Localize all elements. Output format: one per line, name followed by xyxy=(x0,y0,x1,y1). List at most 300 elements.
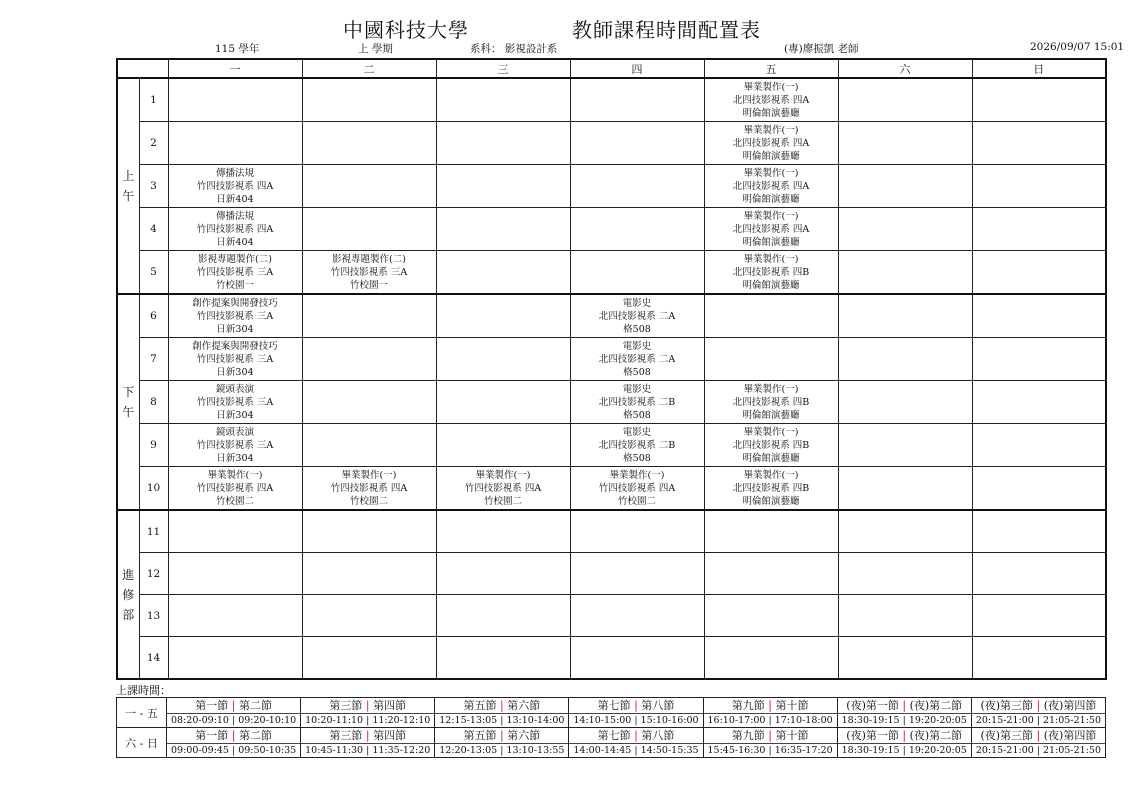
empty-cell xyxy=(570,78,704,122)
empty-cell xyxy=(972,381,1106,424)
period-b: (夜)第二節 xyxy=(909,729,963,742)
empty-cell xyxy=(302,381,436,424)
course-name: 畢業製作(一) xyxy=(743,253,799,265)
period-b: 第二節 xyxy=(238,699,272,712)
class-time-cell xyxy=(167,698,301,728)
day-header: 三 xyxy=(436,59,570,78)
course-class: 北四技影視系 四A xyxy=(732,223,810,235)
empty-cell xyxy=(570,208,704,251)
course-room: 日新304 xyxy=(216,409,254,421)
course-cell xyxy=(704,251,838,295)
course-room: 竹校園一 xyxy=(215,279,254,291)
period-a: (夜)第三節 xyxy=(980,699,1034,712)
empty-cell xyxy=(570,251,704,295)
day-header: 五 xyxy=(704,59,838,78)
period-times: 15:45-16:30 | 16:35-17:20 xyxy=(707,745,833,756)
course-name: 鏡頭表演 xyxy=(215,426,254,438)
period-times: 14:00-14:45 | 14:50-15:35 xyxy=(573,745,699,756)
period-times: 10:20-11:10 | 11:20-12:10 xyxy=(305,715,431,726)
course-class: 竹四技影視系 四A xyxy=(196,180,274,192)
empty-cell xyxy=(838,165,972,208)
empty-cell xyxy=(168,510,302,553)
separator-bar: | xyxy=(496,729,508,742)
course-cell xyxy=(570,467,704,511)
empty-cell xyxy=(972,595,1106,637)
period-row xyxy=(117,595,1106,637)
period-a: (夜)第一節 xyxy=(846,699,899,712)
separator-bar: | xyxy=(764,729,776,742)
empty-cell xyxy=(302,122,436,165)
course-cell xyxy=(704,122,838,165)
course-cell xyxy=(168,208,302,251)
period-number: 1 xyxy=(139,78,168,122)
course-name: 畢業製作(一) xyxy=(207,469,263,481)
course-room: 明倫館演藝廳 xyxy=(742,107,800,119)
period-times: 18:30-19:15 | 19:20-20:05 xyxy=(841,715,967,726)
empty-cell xyxy=(972,424,1106,467)
course-cell xyxy=(168,165,302,208)
course-room: 明倫館演藝廳 xyxy=(742,452,800,464)
period-b: 第四節 xyxy=(373,699,407,712)
period-number: 3 xyxy=(139,165,168,208)
empty-cell xyxy=(838,424,972,467)
empty-cell xyxy=(838,467,972,511)
period-pair xyxy=(838,698,971,714)
period-pair xyxy=(435,728,568,744)
empty-cell xyxy=(704,294,838,338)
course-class: 北四技影視系 二B xyxy=(598,439,676,451)
period-times: 12:20-13:05 | 13:10-13:55 xyxy=(439,745,565,756)
separator-bar: | xyxy=(898,729,910,742)
course-class: 竹四技影視系 三A xyxy=(196,266,274,278)
course-room: 明倫館演藝廳 xyxy=(742,279,800,291)
segment-char: 下 xyxy=(122,385,135,399)
course-class: 北四技影視系 四A xyxy=(732,137,810,149)
period-row xyxy=(117,122,1106,165)
period-b: (夜)第四節 xyxy=(1043,699,1097,712)
empty-cell xyxy=(302,78,436,122)
course-cell xyxy=(168,381,302,424)
period-pair xyxy=(301,728,434,744)
period-number: 10 xyxy=(139,467,168,511)
separator-bar: | xyxy=(764,699,776,712)
period-row xyxy=(117,381,1106,424)
empty-cell xyxy=(838,78,972,122)
course-class: 竹四技影視系 四A xyxy=(196,482,274,494)
period-times: 10:45-11:30 | 11:35-12:20 xyxy=(305,745,431,756)
empty-cell xyxy=(302,208,436,251)
empty-cell xyxy=(838,595,972,637)
empty-cell xyxy=(436,338,570,381)
class-time-cell xyxy=(703,728,837,758)
period-number: 2 xyxy=(139,122,168,165)
period-times: 20:15-21:00 | 21:05-21:50 xyxy=(975,745,1101,756)
segment-char: 午 xyxy=(122,405,135,419)
course-class: 北四技影視系 四B xyxy=(732,439,810,451)
period-number: 6 xyxy=(139,294,168,338)
course-room: 明倫館演藝廳 xyxy=(742,495,800,507)
segment-char: 進 xyxy=(122,567,135,582)
course-cell xyxy=(704,78,838,122)
semester: 上 學期 xyxy=(358,43,393,55)
class-times-table xyxy=(116,697,1106,758)
course-cell xyxy=(704,467,838,511)
period-number: 9 xyxy=(139,424,168,467)
empty-cell xyxy=(436,381,570,424)
empty-cell xyxy=(570,553,704,595)
class-time-cell xyxy=(703,698,837,728)
segment-label-morning xyxy=(117,78,139,294)
document-title xyxy=(0,14,1131,44)
empty-cell xyxy=(972,122,1106,165)
period-times: 20:15-21:00 | 21:05-21:50 xyxy=(975,715,1101,726)
empty-cell xyxy=(168,595,302,637)
period-a: 第九節 xyxy=(731,699,765,712)
course-name: 創作提案與開發技巧 xyxy=(192,340,278,352)
course-cell xyxy=(436,467,570,511)
empty-cell xyxy=(838,294,972,338)
empty-cell xyxy=(972,637,1106,680)
course-class: 竹四技影視系 四A xyxy=(196,223,274,235)
weekday-range: 六 - 日 xyxy=(117,728,167,758)
segment-label-night xyxy=(117,510,139,679)
print-timestamp: 2026/09/07 15:01 xyxy=(1030,41,1125,53)
school-name: 中國科技大學 xyxy=(343,18,469,42)
course-class: 竹四技影視系 三A xyxy=(196,353,274,365)
empty-cell xyxy=(302,553,436,595)
empty-cell xyxy=(972,467,1106,511)
course-room: 日新304 xyxy=(216,366,254,378)
course-name: 傳播法規 xyxy=(215,210,254,222)
period-row xyxy=(117,251,1106,295)
period-a: 第三節 xyxy=(329,729,363,742)
separator-bar: | xyxy=(1033,729,1044,742)
course-class: 竹四技影視系 三A xyxy=(330,266,408,278)
separator-bar: | xyxy=(228,699,239,712)
course-cell xyxy=(168,251,302,295)
empty-cell xyxy=(436,510,570,553)
period-pair xyxy=(972,698,1105,714)
segment-label-afternoon xyxy=(117,294,139,510)
empty-cell xyxy=(570,165,704,208)
class-time-cell xyxy=(569,698,703,728)
empty-cell xyxy=(972,251,1106,295)
course-cell xyxy=(704,208,838,251)
empty-cell xyxy=(436,637,570,680)
period-a: 第七節 xyxy=(597,699,631,712)
course-cell xyxy=(570,294,704,338)
course-class: 北四技影視系 四A xyxy=(732,180,810,192)
period-pair xyxy=(167,698,300,714)
empty-cell xyxy=(570,637,704,680)
empty-cell xyxy=(436,251,570,295)
course-room: 日新404 xyxy=(216,193,254,205)
course-room: 格508 xyxy=(623,323,651,335)
class-times-label: 上課時間： xyxy=(116,684,171,697)
course-room: 竹校園二 xyxy=(617,495,656,507)
empty-cell xyxy=(436,595,570,637)
period-b: 第十節 xyxy=(775,699,809,712)
empty-cell xyxy=(168,78,302,122)
period-number: 5 xyxy=(139,251,168,295)
empty-cell xyxy=(972,510,1106,553)
course-cell xyxy=(570,424,704,467)
course-cell xyxy=(168,294,302,338)
course-name: 傳播法規 xyxy=(215,167,254,179)
period-a: 第七節 xyxy=(597,729,631,742)
separator-bar: | xyxy=(228,729,239,742)
empty-cell xyxy=(302,595,436,637)
empty-cell xyxy=(436,78,570,122)
period-number: 12 xyxy=(139,553,168,595)
empty-cell xyxy=(838,338,972,381)
empty-cell xyxy=(972,78,1106,122)
period-times: 08:20-09:10 | 09:20-10:10 xyxy=(171,715,297,726)
period-pair xyxy=(435,698,568,714)
period-pair xyxy=(704,728,837,744)
course-class: 北四技影視系 四A xyxy=(732,94,810,106)
empty-cell xyxy=(436,294,570,338)
empty-cell xyxy=(838,381,972,424)
course-cell xyxy=(302,251,436,295)
corner-cell xyxy=(117,59,168,78)
department: 系科： 影視設計系 xyxy=(470,43,558,55)
course-room: 明倫館演藝廳 xyxy=(742,236,800,248)
course-cell xyxy=(704,424,838,467)
course-class: 竹四技影視系 三A xyxy=(196,396,274,408)
empty-cell xyxy=(436,208,570,251)
empty-cell xyxy=(570,595,704,637)
empty-cell xyxy=(302,165,436,208)
period-pair xyxy=(704,698,837,714)
course-name: 畢業製作(一) xyxy=(743,383,799,395)
course-class: 竹四技影視系 四A xyxy=(598,482,676,494)
separator-bar: | xyxy=(630,699,642,712)
empty-cell xyxy=(972,208,1106,251)
period-row xyxy=(117,78,1106,122)
empty-cell xyxy=(436,553,570,595)
empty-cell xyxy=(436,165,570,208)
period-a: 第五節 xyxy=(463,729,497,742)
empty-cell xyxy=(570,122,704,165)
period-b: 第六節 xyxy=(507,729,541,742)
course-name: 畢業製作(一) xyxy=(609,469,665,481)
course-name: 畢業製作(一) xyxy=(743,124,799,136)
course-name: 畢業製作(一) xyxy=(475,469,531,481)
period-row xyxy=(117,424,1106,467)
empty-cell xyxy=(838,251,972,295)
period-pair xyxy=(569,728,702,744)
period-pair xyxy=(838,728,971,744)
period-row xyxy=(117,637,1106,680)
course-class: 竹四技影視系 四A xyxy=(330,482,408,494)
period-times: 14:10-15:00 | 15:10-16:00 xyxy=(573,715,699,726)
empty-cell xyxy=(436,122,570,165)
class-time-row xyxy=(117,728,1106,758)
period-b: (夜)第四節 xyxy=(1043,729,1097,742)
course-cell xyxy=(168,338,302,381)
class-time-cell xyxy=(167,728,301,758)
empty-cell xyxy=(704,637,838,680)
period-b: 第六節 xyxy=(507,699,541,712)
course-name: 電影史 xyxy=(622,426,652,438)
class-time-cell xyxy=(837,698,971,728)
course-class: 北四技影視系 四B xyxy=(732,482,810,494)
period-times: 12:15-13:05 | 13:10-14:00 xyxy=(439,715,565,726)
course-cell xyxy=(704,165,838,208)
course-room: 日新304 xyxy=(216,323,254,335)
course-room: 竹校園二 xyxy=(483,495,522,507)
segment-char: 部 xyxy=(122,607,135,622)
day-header: 一 xyxy=(168,59,302,78)
course-class: 竹四技影視系 四A xyxy=(464,482,542,494)
period-a: 第五節 xyxy=(463,699,497,712)
period-b: 第四節 xyxy=(373,729,407,742)
course-name: 影視專題製作(二) xyxy=(198,253,272,265)
day-header: 六 xyxy=(838,59,972,78)
separator-bar: | xyxy=(898,699,910,712)
period-number: 4 xyxy=(139,208,168,251)
course-name: 鏡頭表演 xyxy=(215,383,254,395)
period-row xyxy=(117,338,1106,381)
course-name: 影視專題製作(二) xyxy=(332,253,406,265)
class-time-row xyxy=(117,698,1106,728)
course-name: 畢業製作(一) xyxy=(743,167,799,179)
period-number: 13 xyxy=(139,595,168,637)
period-b: (夜)第二節 xyxy=(909,699,963,712)
day-header: 日 xyxy=(972,59,1106,78)
course-name: 畢業製作(一) xyxy=(743,469,799,481)
course-room: 格508 xyxy=(623,409,651,421)
period-row xyxy=(117,294,1106,338)
class-time-cell xyxy=(569,728,703,758)
period-row xyxy=(117,553,1106,595)
course-name: 畢業製作(一) xyxy=(743,81,799,93)
class-time-cell xyxy=(971,728,1105,758)
course-room: 明倫館演藝廳 xyxy=(742,150,800,162)
course-name: 創作提案與開發技巧 xyxy=(192,297,278,309)
course-room: 竹校園一 xyxy=(349,279,388,291)
document-meta xyxy=(0,41,1131,57)
course-name: 畢業製作(一) xyxy=(743,210,799,222)
empty-cell xyxy=(168,122,302,165)
course-room: 日新404 xyxy=(216,236,254,248)
empty-cell xyxy=(704,553,838,595)
empty-cell xyxy=(972,553,1106,595)
period-times: 09:00-09:45 | 09:50-10:35 xyxy=(171,745,297,756)
empty-cell xyxy=(972,294,1106,338)
period-a: (夜)第一節 xyxy=(846,729,899,742)
class-time-cell xyxy=(971,698,1105,728)
period-a: 第三節 xyxy=(329,699,363,712)
course-cell xyxy=(302,467,436,511)
empty-cell xyxy=(570,510,704,553)
course-name: 電影史 xyxy=(622,340,652,352)
empty-cell xyxy=(838,208,972,251)
empty-cell xyxy=(302,510,436,553)
empty-cell xyxy=(838,553,972,595)
course-room: 格508 xyxy=(623,452,651,464)
segment-char: 上 xyxy=(122,169,135,183)
course-cell xyxy=(570,381,704,424)
empty-cell xyxy=(704,510,838,553)
course-name: 電影史 xyxy=(622,297,652,309)
period-number: 7 xyxy=(139,338,168,381)
class-time-cell xyxy=(301,728,435,758)
course-class: 北四技影視系 二A xyxy=(598,310,676,322)
class-time-cell xyxy=(837,728,971,758)
period-times: 16:10-17:00 | 17:10-18:00 xyxy=(707,715,833,726)
period-number: 11 xyxy=(139,510,168,553)
course-class: 竹四技影視系 三A xyxy=(196,310,274,322)
day-header: 四 xyxy=(570,59,704,78)
academic-year: 115 學年 xyxy=(215,43,260,55)
course-class: 北四技影視系 二A xyxy=(598,353,676,365)
empty-cell xyxy=(436,424,570,467)
empty-cell xyxy=(302,424,436,467)
course-name: 畢業製作(一) xyxy=(341,469,397,481)
course-room: 竹校園二 xyxy=(215,495,254,507)
weekday-range: 一 - 五 xyxy=(117,698,167,728)
period-a: 第一節 xyxy=(195,729,229,742)
course-room: 明倫館演藝廳 xyxy=(742,193,800,205)
period-b: 第二節 xyxy=(238,729,272,742)
separator-bar: | xyxy=(362,729,374,742)
day-header: 二 xyxy=(302,59,436,78)
empty-cell xyxy=(704,595,838,637)
course-cell xyxy=(570,338,704,381)
document-heading: 教師課程時間配置表 xyxy=(572,18,761,42)
period-number: 14 xyxy=(139,637,168,680)
period-pair xyxy=(301,698,434,714)
empty-cell xyxy=(302,637,436,680)
empty-cell xyxy=(838,510,972,553)
period-row xyxy=(117,208,1106,251)
class-time-cell xyxy=(301,698,435,728)
empty-cell xyxy=(704,338,838,381)
empty-cell xyxy=(838,637,972,680)
empty-cell xyxy=(838,122,972,165)
course-class: 北四技影視系 四B xyxy=(732,266,810,278)
course-cell xyxy=(168,424,302,467)
class-time-cell xyxy=(435,728,569,758)
teacher-name: (專)廖振凱 老師 xyxy=(784,43,859,55)
period-times: 18:30-19:15 | 19:20-20:05 xyxy=(841,745,967,756)
course-room: 明倫館演藝廳 xyxy=(742,409,800,421)
separator-bar: | xyxy=(496,699,508,712)
empty-cell xyxy=(168,553,302,595)
separator-bar: | xyxy=(1033,699,1044,712)
course-room: 格508 xyxy=(623,366,651,378)
empty-cell xyxy=(302,294,436,338)
period-b: 第八節 xyxy=(641,729,675,742)
course-class: 竹四技影視系 三A xyxy=(196,439,274,451)
segment-char: 午 xyxy=(122,189,135,203)
period-b: 第八節 xyxy=(641,699,675,712)
course-cell xyxy=(704,381,838,424)
class-time-cell xyxy=(435,698,569,728)
empty-cell xyxy=(972,165,1106,208)
period-pair xyxy=(167,728,300,744)
empty-cell xyxy=(168,637,302,680)
course-room: 竹校園二 xyxy=(349,495,388,507)
schedule-table xyxy=(116,58,1107,680)
segment-char: 修 xyxy=(122,587,135,602)
period-number: 8 xyxy=(139,381,168,424)
course-name: 電影史 xyxy=(622,383,652,395)
period-row xyxy=(117,467,1106,511)
period-b: 第十節 xyxy=(775,729,809,742)
